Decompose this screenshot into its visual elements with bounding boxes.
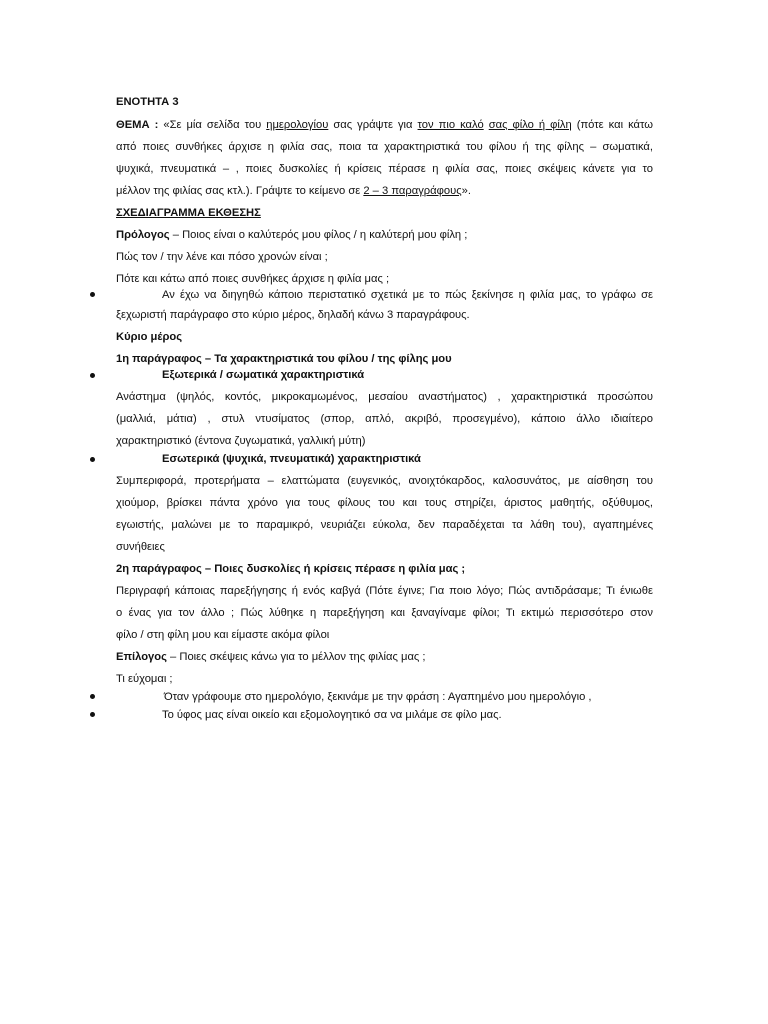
paragraph-2-line-1: Περιγραφή κάποιας παρεξήγησης ή ενός καβγά (Πότε έγινε; Για ποιο λόγο; Πώς αντιδράσαμε; Τι ένιωθε <box>116 585 653 597</box>
paragraph-2-line-3: φίλο / στη φίλη μου και είμαστε ακόμα φίλοι <box>116 629 330 641</box>
internal-features-line-4: συνήθειες <box>116 541 165 553</box>
bullet-icon <box>90 710 98 718</box>
theme-line-2: από ποιες συνθήκες άρχισε η φιλία σας, ποια τα χαρακτηριστικά του φίλου ή της φίλης – σωματικά, <box>116 141 653 153</box>
internal-features-line-2: χιούμορ, βρίσκει πάντα χρόνο για τους φίλους του και τους στηρίζει, άριστος μαθητής, οξύθυμος, <box>116 497 653 509</box>
internal-features-heading: Εσωτερικά (ψυχικά, πνευματικά) χαρακτηριστικά <box>162 453 421 465</box>
external-features-line-2: (μαλλιά, μάτια) , στυλ ντυσίματος (σπορ, απλό, ακριβό, προσεγμένο), κάποιο άλλο ιδιαίτερο <box>116 413 653 425</box>
theme-line-4: μέλλον της φιλίας σας κτλ.). Γράψτε το κείμενο σε 2 – 3 παραγράφους». <box>116 185 471 197</box>
external-features-line-1: Ανάστημα (ψηλός, κοντός, μικροκαμωμένος, μεσαίου αναστήματος) , χαρακτηριστικά προσώπου <box>116 391 653 403</box>
unit-heading: ΕΝΟΤΗΤΑ 3 <box>116 96 179 108</box>
prologue-question-3: Πότε και κάτω από ποιες συνθήκες άρχισε η φιλία μας ; <box>116 273 390 285</box>
bullet-icon <box>90 371 98 379</box>
bullet-icon <box>90 455 98 463</box>
bullet-1-line-2: ξεχωριστή παράγραφο στο κύριο μέρος, δηλαδή κάνω 3 παραγράφους. <box>116 309 470 321</box>
paragraph-1-heading: 1η παράγραφος – Τα χαρακτηριστικά του φίλου / της φίλης μου <box>116 353 452 365</box>
prologue-label: Πρόλογος <box>116 229 170 241</box>
theme-label: ΘΕΜΑ : <box>116 119 159 131</box>
theme-line-1: ΘΕΜΑ : «Σε μία σελίδα του ημερολογίου σας γράψτε για τον πιο καλό σας φίλο ή φίλη (πότε και κάτω <box>116 119 654 131</box>
prologue-question-2: Πώς τον / την λένε και πόσο χρονών είναι ; <box>116 251 328 263</box>
epilogue-label: Επίλογος <box>116 651 167 663</box>
outline-title: ΣΧΕΔΙΑΓΡΑΜΜΑ ΕΚΘΕΣΗΣ <box>116 207 261 219</box>
bullet-3: Το ύφος μας είναι οικείο και εξομολογητικό σα να μιλάμε σε φίλο μας. <box>162 709 502 721</box>
internal-features-line-1: Συμπεριφορά, προτερήματα – ελαττώματα (ευγενικός, ανοιχτόκαρδος, καλοσυνάτος, με αίσθηση του <box>116 475 653 487</box>
prologue-line: Πρόλογος – Ποιος είναι ο καλύτερός μου φίλος / η καλύτερή μου φίλη ; <box>116 229 468 241</box>
bullet-2: Όταν γράφουμε στο ημερολόγιο, ξεκινάμε με την φράση : Αγαπημένο μου ημερολόγιο , <box>164 691 592 703</box>
external-features-line-3: χαρακτηριστικό (έντονα ζυγωματικά, γαλλική μύτη) <box>116 435 366 447</box>
bullet-1-line-1: Αν έχω να διηγηθώ κάποιο περιστατικό σχετικά με το πώς ξεκίνησε η φιλία μας, το γράφω σε <box>162 289 653 301</box>
paragraph-2-heading: 2η παράγραφος – Ποιες δυσκολίες ή κρίσεις πέρασε η φιλία μας ; <box>116 563 466 575</box>
epilogue-question-2: Τι εύχομαι ; <box>116 673 173 685</box>
bullet-icon <box>90 692 98 700</box>
bullet-icon <box>90 290 98 298</box>
internal-features-line-3: εγωιστής, μαλώνει με το παραμικρό, νευριάζει εύκολα, δεν παραδέχεται τα λάθη του), αγαπημένες <box>116 519 653 531</box>
external-features-heading: Εξωτερικά / σωματικά χαρακτηριστικά <box>162 369 365 381</box>
epilogue-line: Επίλογος – Ποιες σκέψεις κάνω για το μέλλον της φιλίας μας ; <box>116 651 426 663</box>
main-body-label: Κύριο μέρος <box>116 331 183 343</box>
paragraph-2-line-2: ο ένας για τον άλλο ; Πώς λύθηκε η παρεξήγηση και ξαναγίναμε φίλοι; Τι εκτιμώ περισσότερο στον <box>116 607 653 619</box>
theme-line-3: ψυχικά, πνευματικά – , ποιες δυσκολίες ή κρίσεις πέρασε η φιλία σας, ποιες σκέψεις κάνετε για το <box>116 163 653 175</box>
